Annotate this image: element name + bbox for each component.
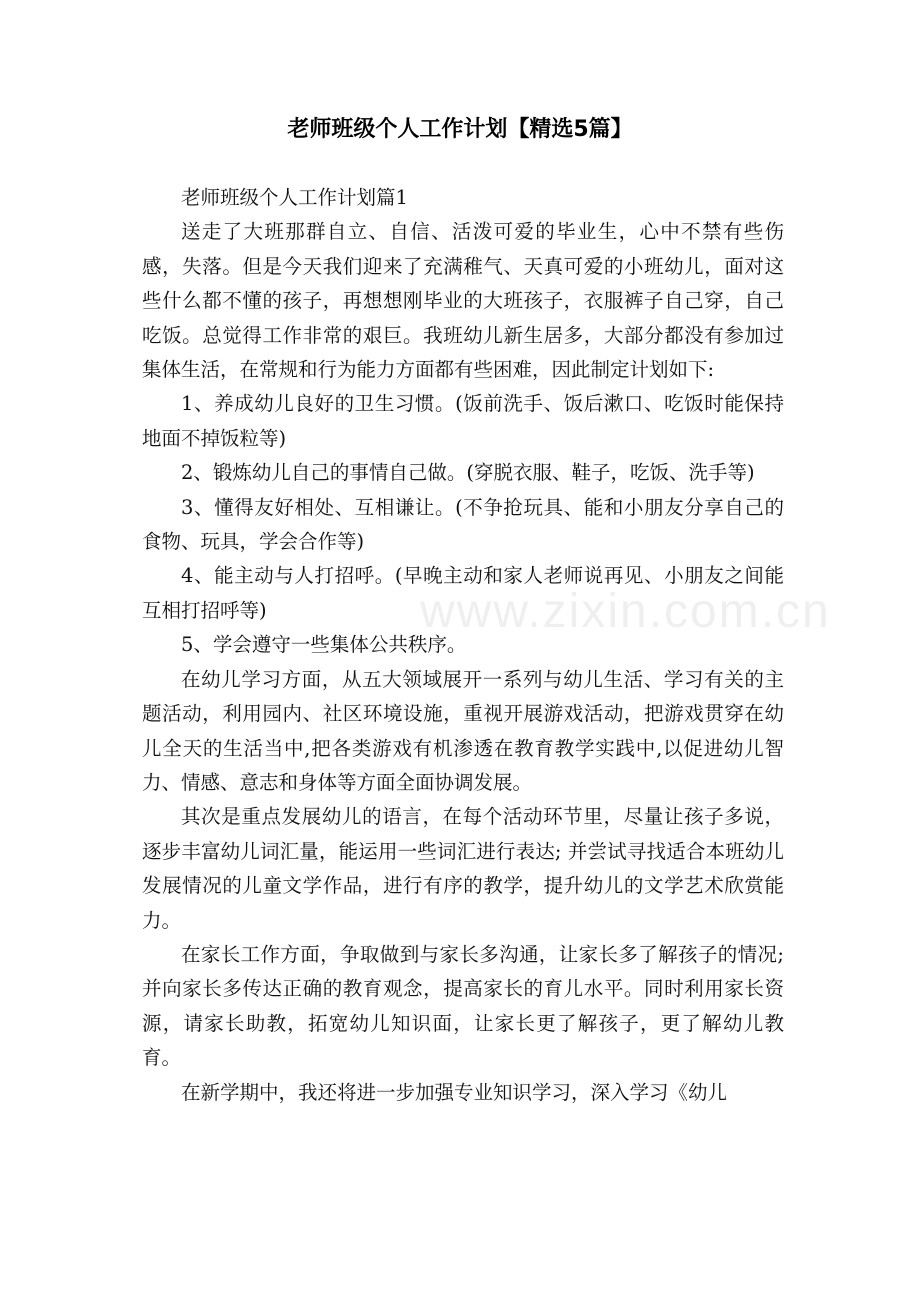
list-item-2: 2、锻炼幼儿自己的事情自己做。(穿脱衣服、鞋子，吃饭、洗手等) xyxy=(181,461,755,485)
list-item-5: 5、学会遵守一些集体公共秩序。 xyxy=(181,633,467,657)
paragraph-parents: 在家长工作方面，争取做到与家长多沟通，让家长多了解孩子的情况; 并向家长多传达正确的教育观念，提高家长的育儿水平。同时利用家长资源，请家长助教，拓宽幼儿知识面，让家长更了解孩子，更了解幼儿教育。 xyxy=(142,942,784,1070)
document-title: 老师班级个人工作计划【精选5篇】 xyxy=(287,117,633,142)
section-heading: 老师班级个人工作计划篇1 xyxy=(181,186,408,209)
list-item-3: 3、懂得友好相处、互相谦让。(不争抢玩具、能和小朋友分享自己的食物、玩具，学会合作等) xyxy=(142,495,784,554)
list-item-4: 4、能主动与人打招呼。(早晚主动和家人老师说再见、小朋友之间能互相打招呼等) xyxy=(142,564,784,622)
paragraph-intro: 送走了大班那群自立、自信、活泼可爱的毕业生，心中不禁有些伤感，失落。但是今天我们迎来了充满稚气、天真可爱的小班幼儿，面对这些什么都不懂的孩子，再想想刚毕业的大班孩子，衣服裤子自己穿，自己吃饭。总觉得工作非常的艰巨。我班幼儿新生居多，大部分都没有参加过集体生活，在常规和行为能力方面都有些困难，因此制定计划如下: xyxy=(142,220,784,382)
document-body xyxy=(142,181,784,1110)
paragraph-learning: 在幼儿学习方面，从五大领域展开一系列与幼儿生活、学习有关的主题活动，利用园内、社区环境设施，重视开展游戏活动，把游戏贯穿在幼儿全天的生活当中,把各类游戏有机渗透在教育教学实践中,以促进幼儿智力、情感、意志和身体等方面全面协调发展。 xyxy=(142,667,784,794)
paragraph-language: 其次是重点发展幼儿的语言，在每个活动环节里，尽量让孩子多说，逐步丰富幼儿词汇量，能运用一些词汇进行表达; 并尝试寻找适合本班幼儿发展情况的儿童文学作品，进行有序的教学，提升幼儿的文学艺术欣赏能力。 xyxy=(142,805,784,932)
watermark: www.zixin.com.cn xyxy=(420,585,831,638)
paragraph-new-term: 在新学期中，我还将进一步加强专业知识学习，深入学习《幼儿 xyxy=(181,1080,728,1104)
list-item-1: 1、养成幼儿良好的卫生习惯。(饭前洗手、饭后漱口、吃饭时能保持地面不掉饭粒等) xyxy=(142,392,784,450)
